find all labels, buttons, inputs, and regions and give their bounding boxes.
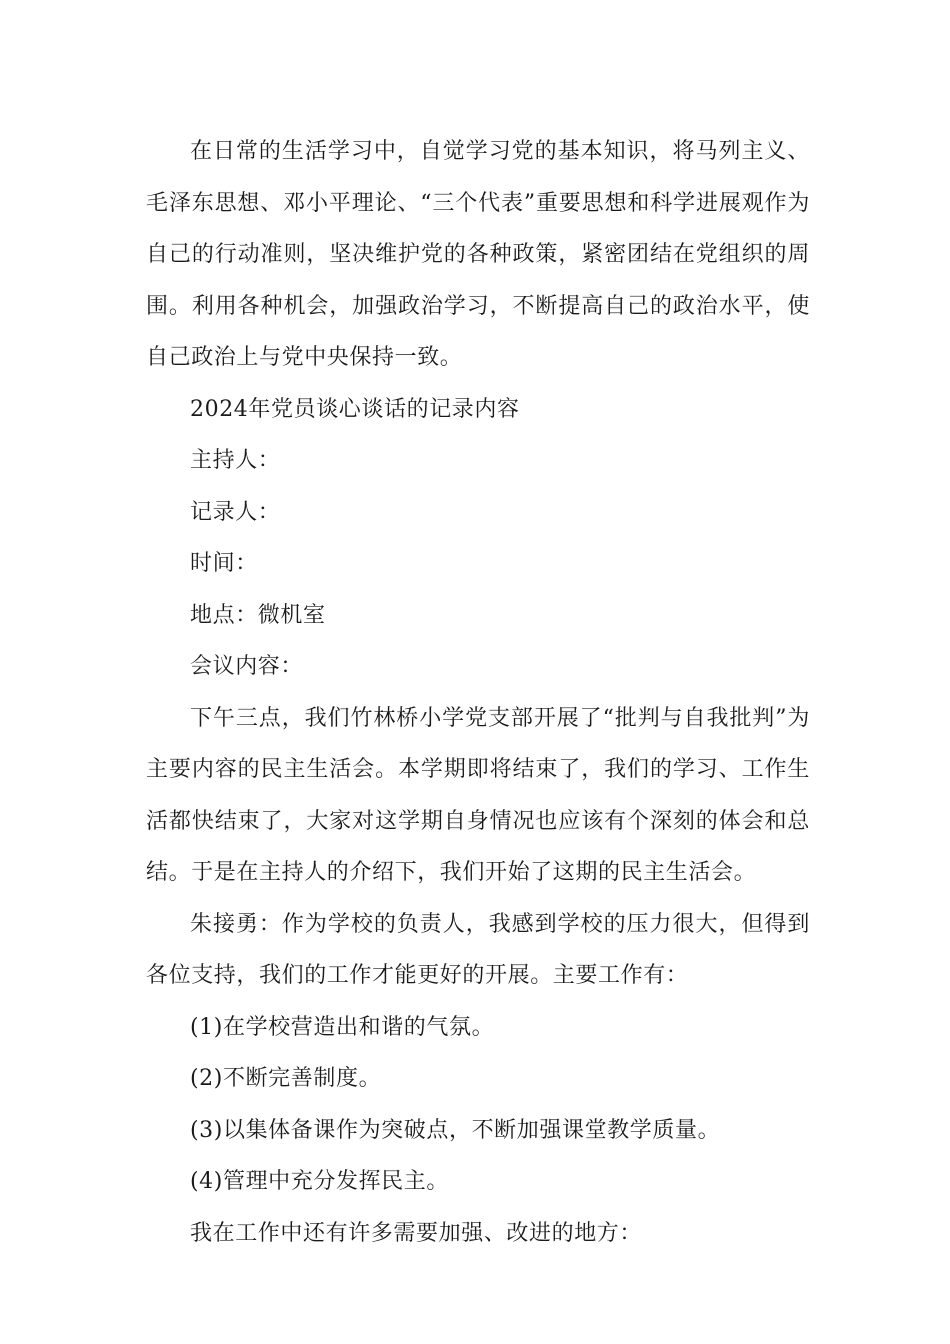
agenda-heading: 会议内容： — [190, 654, 304, 679]
place-field: 地点：微机室 — [190, 602, 326, 628]
work-item-4: (4)管理中充分发挥民主。 — [190, 1169, 449, 1194]
intro-paragraph: 在日常的生活学习中，自觉学习党的基本知识，将马列主义、毛泽东思想、邓小平理论、“三个代表”重要思想和科学进展观作为自己的行动准则，坚决维护党的各种政策，紧密团结在党组织的周围。利用各种机会，加强政治学习，不断提高自己的政治水平，使自己政治上与党中央保持一致。 — [146, 139, 810, 370]
recorder-field: 记录人： — [190, 499, 281, 525]
record-title: 2024年党员谈心谈话的记录内容 — [190, 396, 520, 422]
meeting-paragraph: 下午三点，我们竹林桥小学党支部开展了“批判与自我批判”为主要内容的民主生活会。本学期即将结束了，我们的学习、工作生活都快结束了，大家对这学期自身情况也应该有个深刻的体会和总结。于是在主持人的介绍下，我们开始了这期的民主生活会。 — [146, 705, 810, 885]
improvement-paragraph: 我在工作中还有许多需要加强、改进的地方： — [190, 1220, 643, 1246]
zhu-statement-paragraph: 朱接勇：作为学校的负责人，我感到学校的压力很大，但得到各位支持，我们的工作才能更好的开展。主要工作有： — [146, 911, 810, 988]
document-body — [146, 126, 810, 1259]
time-field: 时间： — [190, 551, 258, 576]
work-item-2: (2)不断完善制度。 — [190, 1066, 382, 1091]
work-item-3: (3)以集体备课作为突破点，不断加强课堂教学质量。 — [190, 1117, 721, 1143]
host-field: 主持人： — [190, 448, 281, 473]
work-item-1: (1)在学校营造出和谐的气氛。 — [190, 1014, 495, 1040]
